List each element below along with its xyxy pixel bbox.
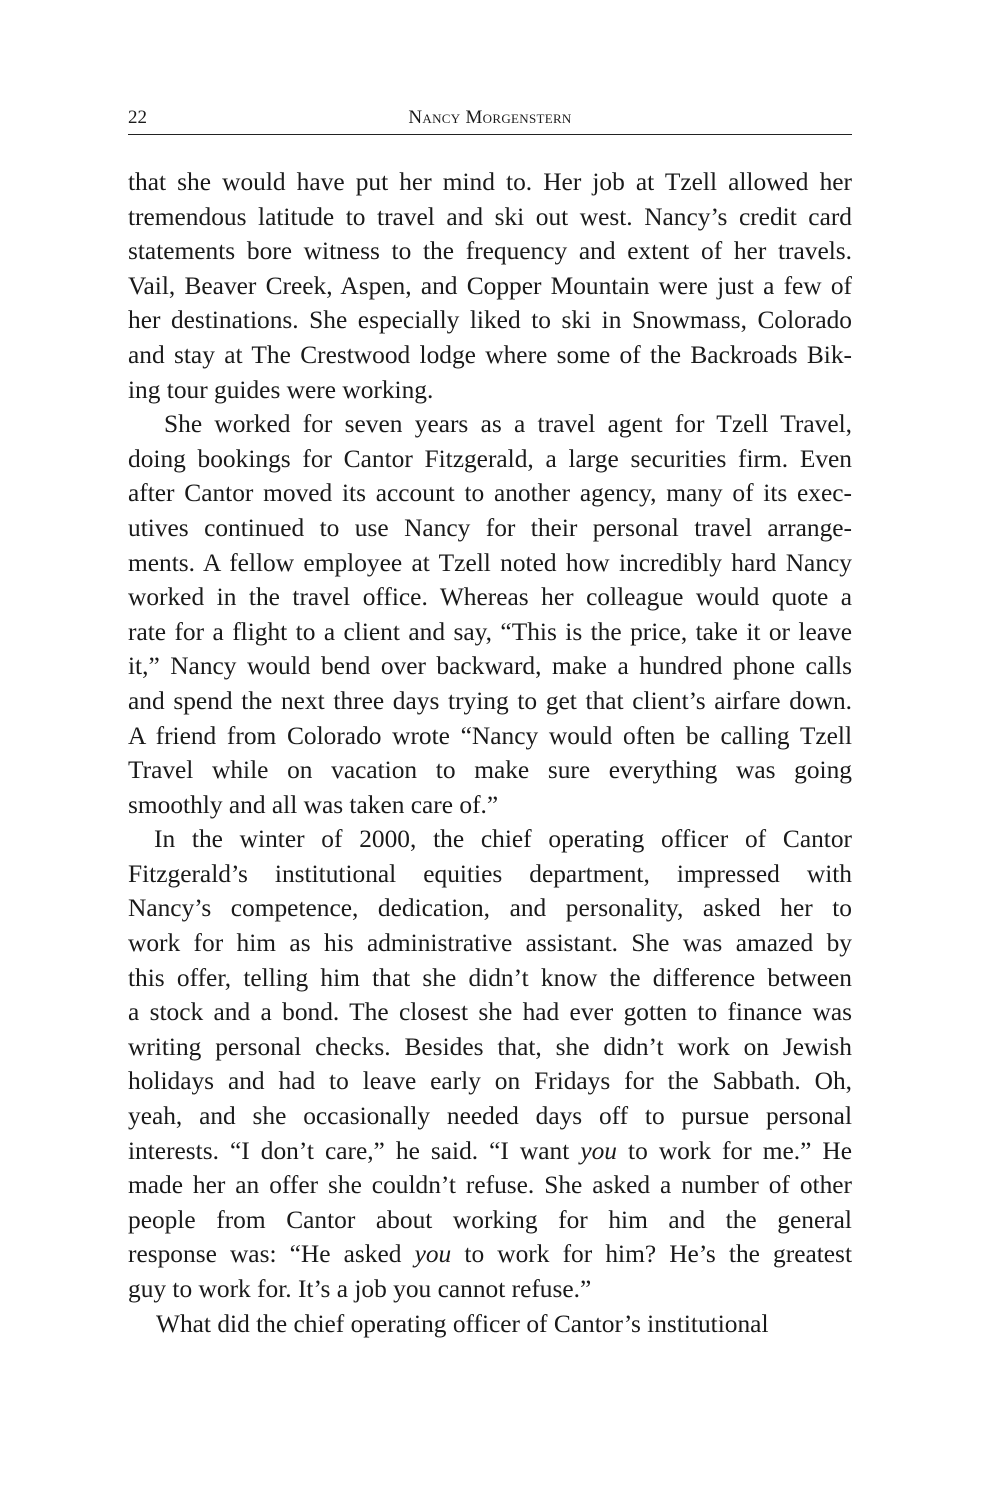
- text-line: smoothly and all was taken care of.”: [128, 790, 499, 819]
- text-line: Fitzgerald’s institutional equities department, impressed with: [128, 859, 852, 888]
- text-line: utives continued to use Nancy for their personal travel arrange-: [128, 513, 852, 542]
- text-line: that she would have put her mind to. Her job at Tzell allowed her: [128, 168, 852, 196]
- text-line: her destinations. She especially liked to ski in Snowmass, Colorado: [128, 306, 852, 335]
- text-line: rate for a flight to a client and say, “This is the price, take it or leave: [128, 617, 852, 646]
- text-line: guy to work for. It’s a job you cannot refuse.”: [128, 1275, 592, 1303]
- running-title: Nancy Morgenstern: [408, 107, 572, 128]
- emphasis-you: you: [414, 1240, 452, 1269]
- text-line: yeah, and she occasionally needed days off to pursue personal: [128, 1102, 852, 1131]
- paragraph-first-line: In the winter of 2000, the chief operating officer of Cantor: [154, 825, 852, 854]
- page-number: 22: [128, 107, 147, 128]
- text-run: response was: “He asked: [128, 1240, 415, 1269]
- text-run: interests. “I don’t care,” he said. “I want: [128, 1136, 581, 1165]
- text-run: to work for me.” He: [617, 1136, 852, 1165]
- text-line: doing bookings for Cantor Fitzgerald, a large securities firm. Even: [128, 444, 852, 473]
- text-line: and spend the next three days trying to get that client’s airfare down.: [128, 686, 852, 715]
- text-line: [128, 1237, 852, 1272]
- text-line: Travel while on vacation to make sure everything was going: [128, 756, 852, 785]
- text-line: worked in the travel office. Whereas her colleague would quote a: [128, 583, 852, 612]
- paragraph-first-line: She worked for seven years as a travel agent for Tzell Travel,: [164, 410, 852, 439]
- text-line: [128, 1134, 852, 1169]
- text-line: it,” Nancy would bend over backward, make a hundred phone calls: [128, 652, 852, 681]
- body-text: [128, 165, 852, 1341]
- text-run: to work for him? He’s the greatest: [451, 1240, 852, 1269]
- text-line: A friend from Colorado wrote “Nancy would often be calling Tzell: [128, 721, 852, 750]
- text-line: and stay at The Crestwood lodge where some of the Backroads Bik-: [128, 340, 852, 369]
- paragraph-first-line: What did the chief operating officer of Cantor’s institutional: [156, 1309, 769, 1338]
- text-line: a stock and a bond. The closest she had ever gotten to finance was: [128, 998, 852, 1027]
- text-line: writing personal checks. Besides that, she didn’t work on Jewish: [128, 1032, 852, 1061]
- running-head: [128, 104, 852, 132]
- text-line: this offer, telling him that she didn’t know the difference between: [128, 963, 852, 992]
- text-line: ments. A fellow employee at Tzell noted how incredibly hard Nancy: [128, 548, 852, 577]
- text-line: tremendous latitude to travel and ski out west. Nancy’s credit card: [128, 202, 852, 231]
- text-line: work for him as his administrative assistant. She was amazed by: [128, 929, 852, 958]
- emphasis-you: you: [580, 1136, 617, 1165]
- text-line: people from Cantor about working for him and the general: [128, 1205, 852, 1234]
- text-line: after Cantor moved its account to another agency, many of its exec-: [128, 479, 852, 508]
- text-line: ing tour guides were working.: [128, 375, 434, 404]
- text-line: Vail, Beaver Creek, Aspen, and Copper Mountain were just a few of: [128, 271, 852, 300]
- text-line: made her an offer she couldn’t refuse. She asked a number of other: [128, 1171, 852, 1200]
- header-rule: [128, 134, 852, 135]
- text-line: holidays and had to leave early on Fridays for the Sabbath. Oh,: [128, 1067, 852, 1096]
- text-line: Nancy’s competence, dedication, and personality, asked her to: [128, 894, 852, 923]
- text-line: statements bore witness to the frequency and extent of her travels.: [128, 237, 852, 266]
